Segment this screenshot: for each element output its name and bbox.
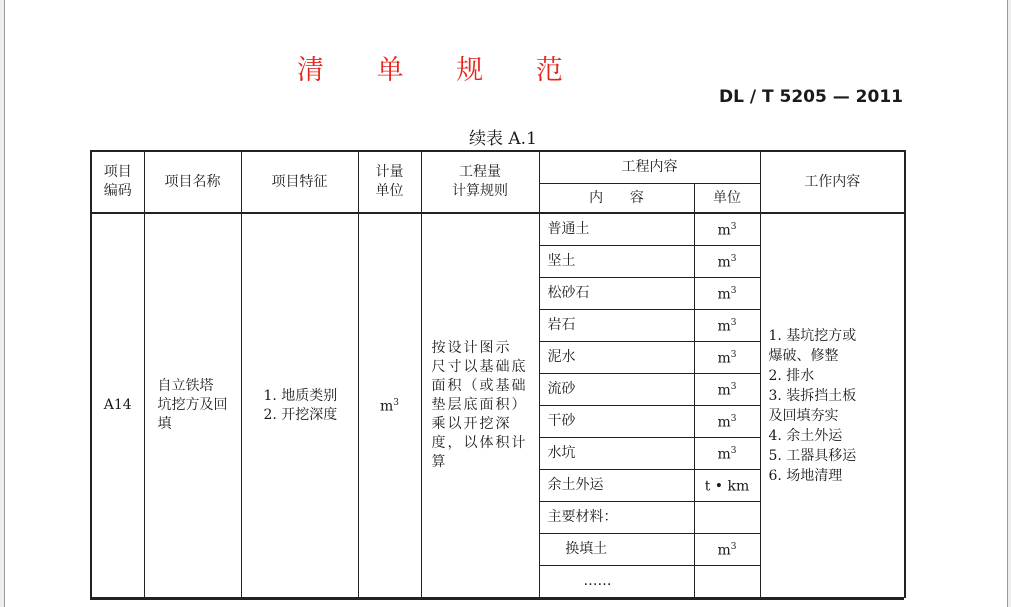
- item-content: 坚土: [539, 246, 694, 278]
- header-content-item: 内 容: [539, 184, 694, 214]
- item-unit: $m^3$: [694, 278, 760, 310]
- row-code: A14: [91, 213, 144, 598]
- item-content: 水坑: [539, 438, 694, 470]
- bill-table: [90, 150, 906, 598]
- header-name: 项目名称: [144, 151, 241, 213]
- table-bottom-rule: [90, 598, 904, 600]
- item-unit: $m^3$: [694, 374, 760, 406]
- header-rule: 工程量 计算规则: [421, 151, 539, 213]
- standard-code: DL / T 5205 — 2011: [719, 87, 903, 107]
- item-content: 干砂: [539, 406, 694, 438]
- item-unit: [694, 566, 760, 598]
- item-unit: $m^3$: [694, 213, 760, 246]
- row-feature: 1. 地质类别 2. 开挖深度: [241, 213, 358, 598]
- item-unit: $m^3$: [694, 310, 760, 342]
- item-unit: $m^3$: [694, 438, 760, 470]
- item-content: 泥水: [539, 342, 694, 374]
- header-content-group: 工程内容: [539, 151, 760, 184]
- item-content: 余土外运: [539, 470, 694, 502]
- item-unit: [694, 502, 760, 534]
- item-content: 松砂石: [539, 278, 694, 310]
- header-unit: 计量 单位: [358, 151, 421, 213]
- page-title: 清 单 规 范: [297, 55, 585, 86]
- item-content: 岩石: [539, 310, 694, 342]
- item-unit: $m^3$: [694, 534, 760, 566]
- header-feature: 项目特征: [241, 151, 358, 213]
- row-unit: $m^3$: [358, 213, 421, 598]
- item-content: 普通土: [539, 213, 694, 246]
- row-name: 自立铁塔 坑挖方及回 填: [144, 213, 241, 598]
- table-caption: 续表 A.1: [469, 129, 537, 149]
- item-content: 流砂: [539, 374, 694, 406]
- header-content-unit: 单位: [694, 184, 760, 214]
- item-unit: t • km: [694, 470, 760, 502]
- item-unit: $m^3$: [694, 406, 760, 438]
- header-code: 项目 编码: [91, 151, 144, 213]
- row-rule: 按设计图示 尺寸以基础底 面积（或基础 垫层底面积） 乘以开挖深 度，以体积计 算: [421, 213, 539, 598]
- item-unit: $m^3$: [694, 246, 760, 278]
- item-content: 主要材料：: [539, 502, 694, 534]
- header-work: 工作内容: [760, 151, 905, 213]
- row-work: 1. 基坑挖方或 爆破、修整 2. 排水 3. 装拆挡土板 及回填夯实 4. 余土外运 5. 工器具移运 6. 场地清理: [760, 213, 905, 598]
- item-content: 换填土: [539, 534, 694, 566]
- item-content: ……: [539, 566, 694, 598]
- item-unit: $m^3$: [694, 342, 760, 374]
